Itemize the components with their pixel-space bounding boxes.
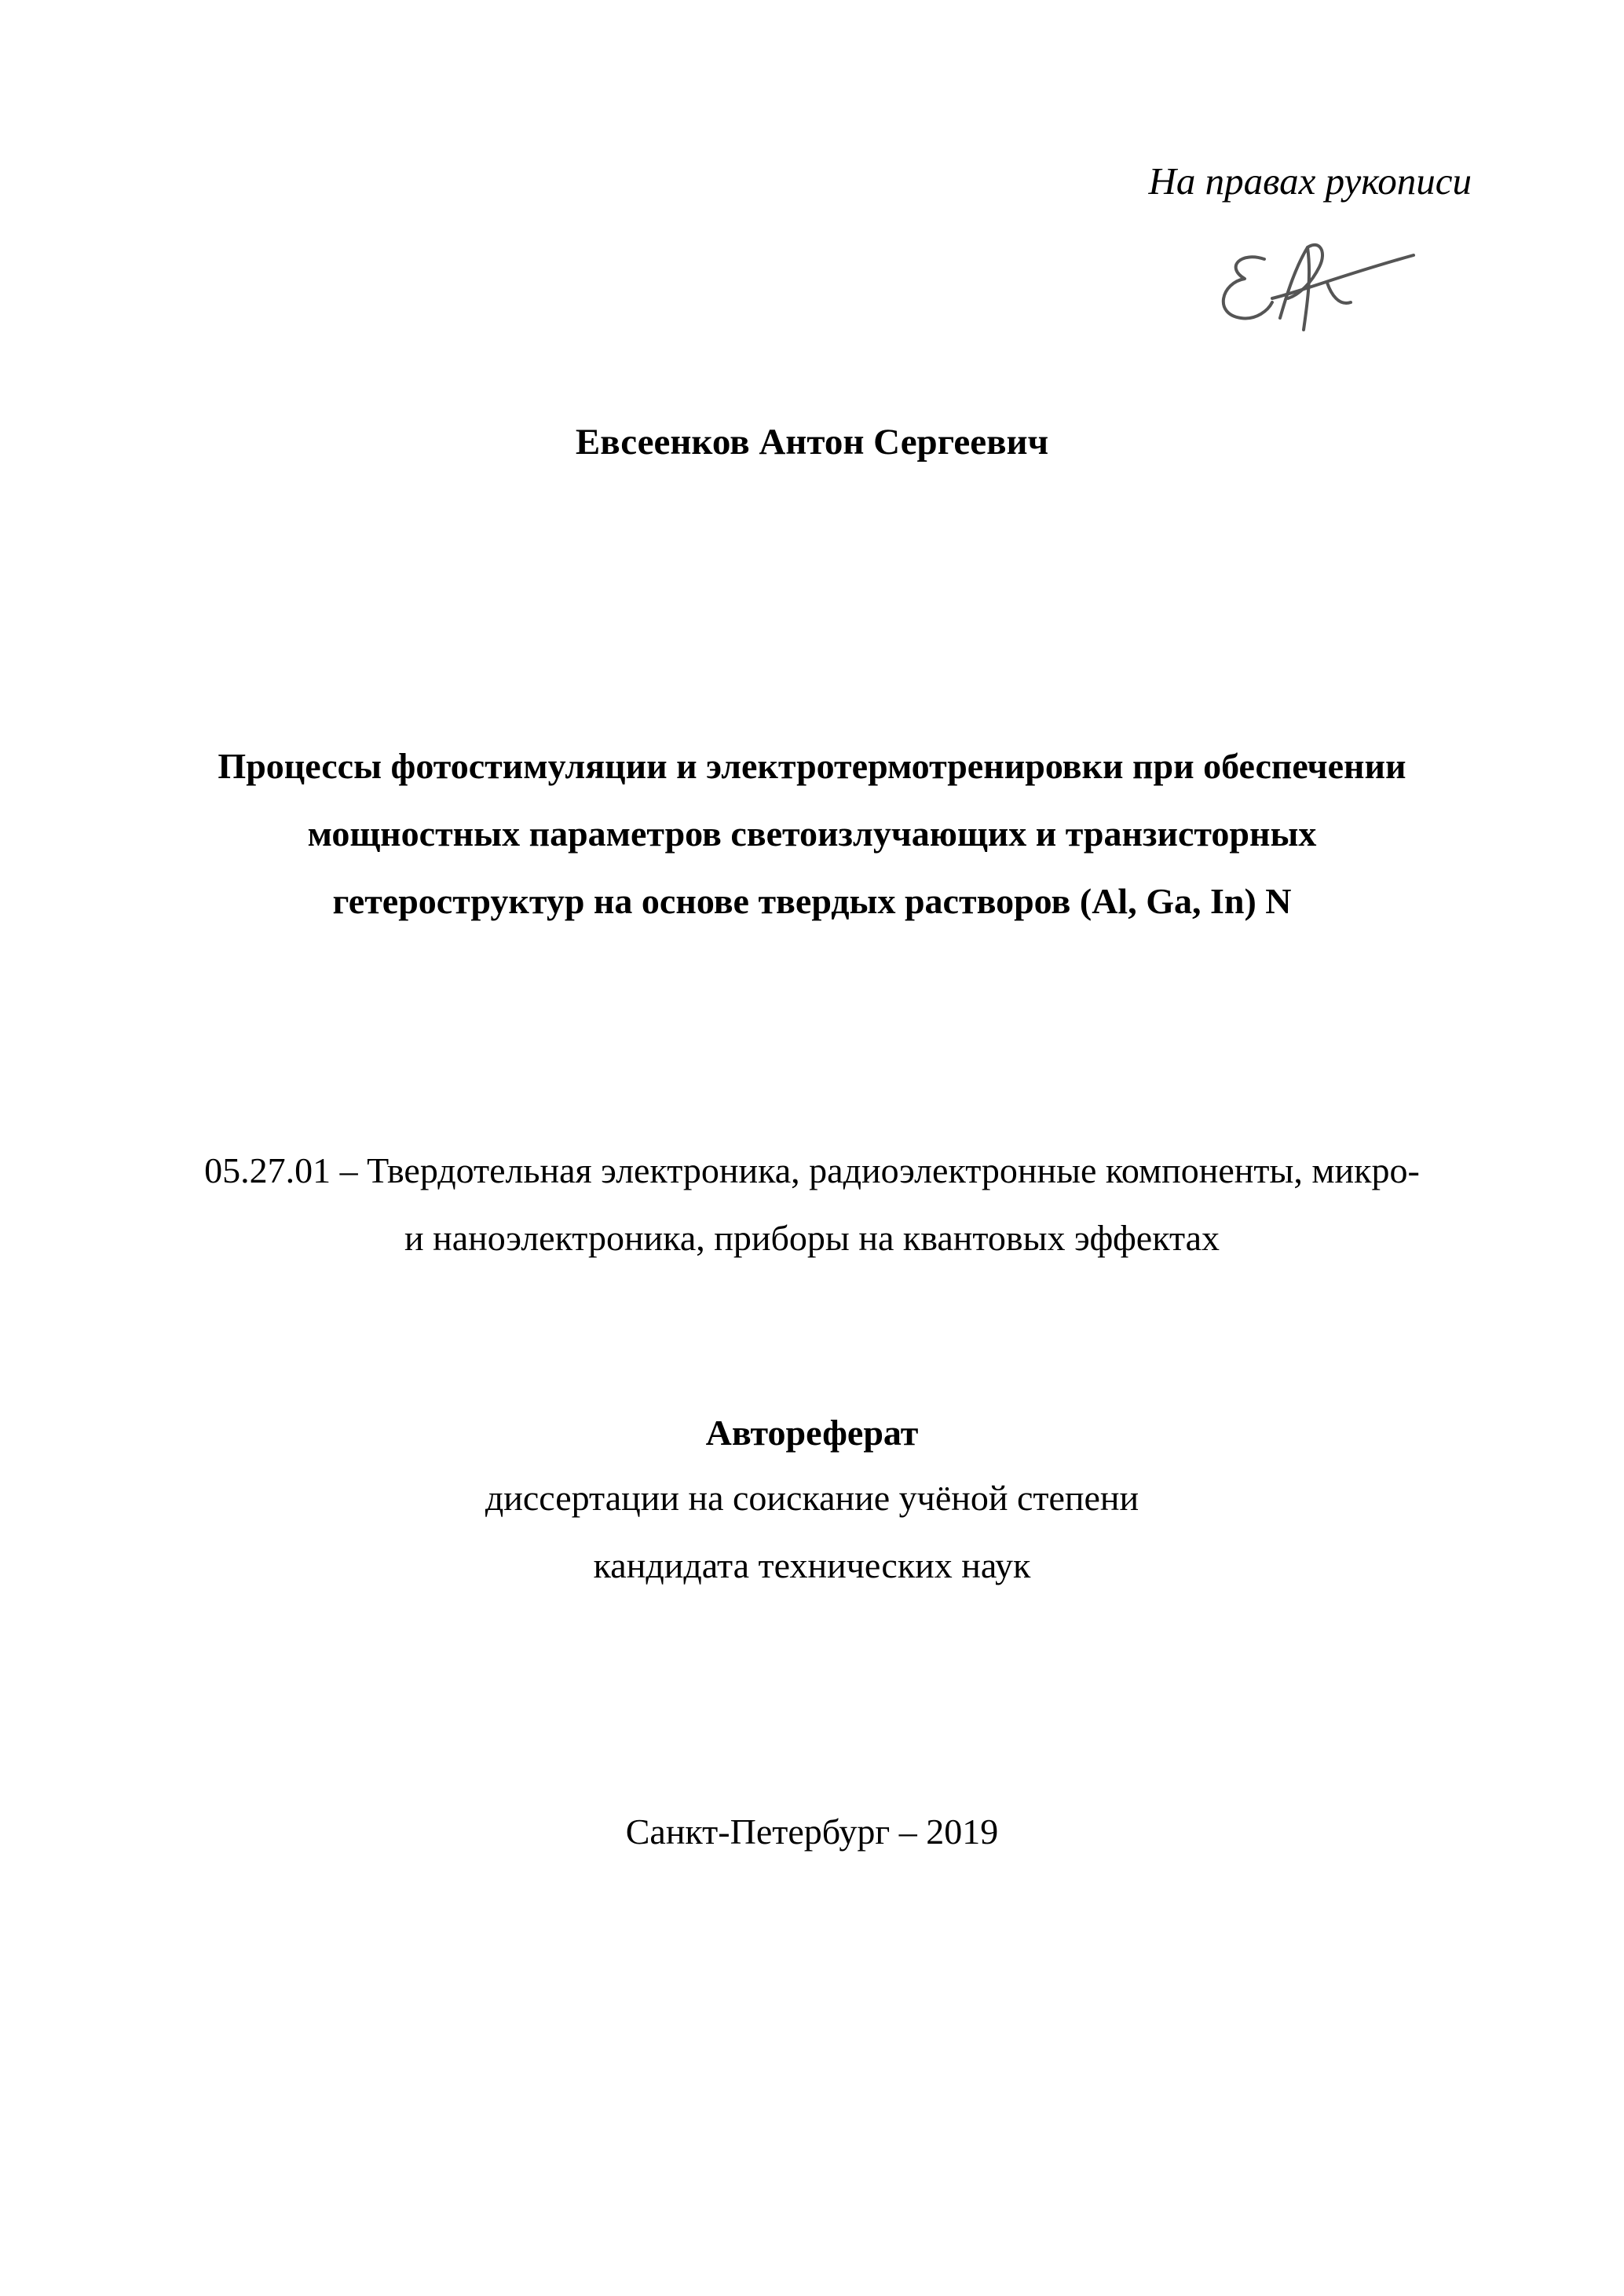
- signature-icon: [1209, 220, 1429, 345]
- specialty: [0, 1150, 1624, 1288]
- specialty-line: и наноэлектроника, приборы на квантовых эффектах: [404, 1218, 1220, 1258]
- title-line: мощностных параметров светоизлучающих и транзисторных: [307, 813, 1317, 854]
- dissertation-title: [0, 748, 1624, 951]
- specialty-line: 05.27.01 – Твердотельная электроника, радиоэлектронные компоненты, микро-: [204, 1150, 1420, 1190]
- author-name: Евсеенков Антон Сергеевич: [575, 422, 1049, 462]
- title-line: гетероструктур на основе твердых растворов (Al, Ga, In) N: [332, 881, 1292, 921]
- degree-line: кандидата технических наук: [593, 1545, 1031, 1585]
- document-type-label: Автореферат: [705, 1413, 919, 1453]
- manuscript-note: На правах рукописи: [1148, 159, 1472, 203]
- degree-line: диссертации на соискание учёной степени: [485, 1478, 1139, 1518]
- title-line: Процессы фотостимуляции и электротермотренировки при обеспечении: [218, 746, 1406, 786]
- degree-description: [0, 1480, 1624, 1615]
- city-year: Санкт-Петербург – 2019: [625, 1812, 999, 1852]
